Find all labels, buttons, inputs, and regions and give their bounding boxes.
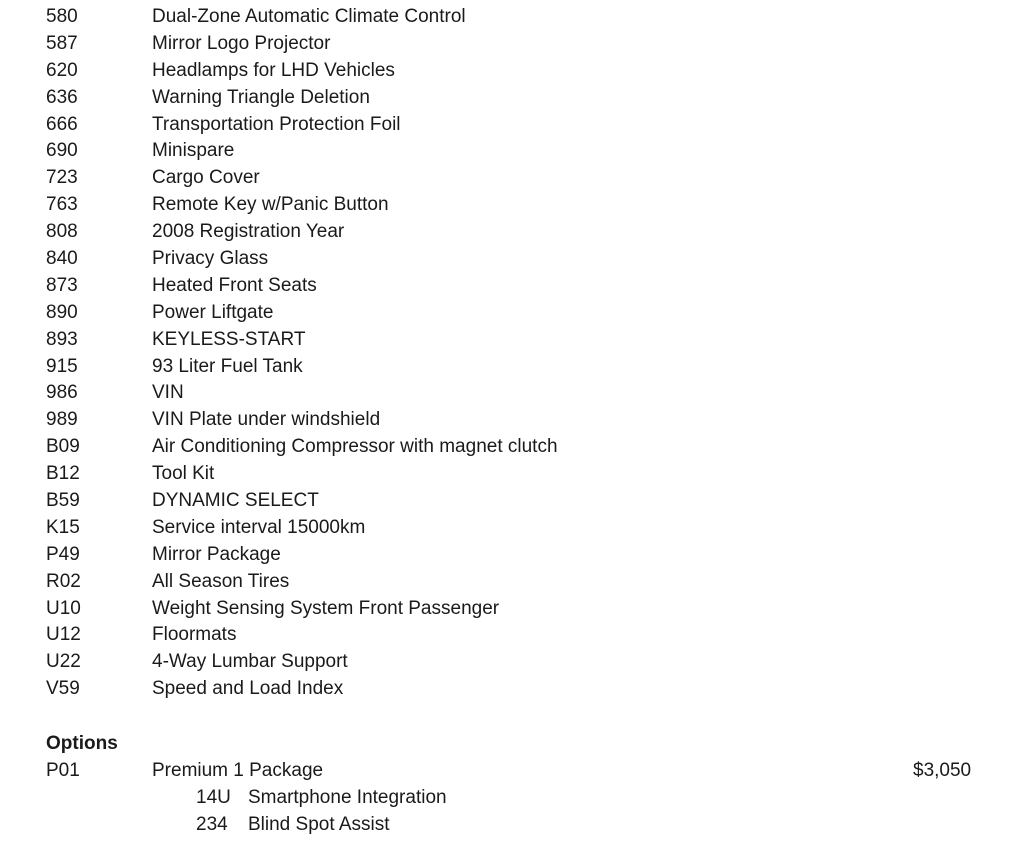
equipment-code: 580 [46, 6, 78, 27]
equipment-description: Remote Key w/Panic Button [152, 194, 389, 216]
package-item-description: Smartphone Integration [248, 786, 447, 808]
equipment-code: K15 [46, 516, 80, 538]
package-item-code: 14U [196, 786, 231, 808]
option-code: P01 [46, 760, 80, 781]
equipment-code: 873 [46, 274, 78, 296]
equipment-code: U10 [46, 597, 81, 619]
equipment-description: Heated Front Seats [152, 274, 317, 296]
equipment-row [46, 300, 1006, 327]
equipment-description: VIN [152, 382, 184, 404]
equipment-row [46, 488, 1006, 515]
equipment-row [46, 434, 1006, 461]
equipment-description: Tool Kit [152, 463, 215, 485]
equipment-description: Weight Sensing System Front Passenger [152, 597, 500, 619]
equipment-row [46, 569, 1006, 596]
equipment-row [46, 165, 1006, 192]
equipment-description: Air Conditioning Compressor with magnet clutch [152, 436, 558, 458]
equipment-row [46, 31, 1006, 58]
equipment-row [46, 327, 1006, 354]
equipment-description: KEYLESS-START [152, 328, 306, 350]
equipment-code: 893 [46, 328, 78, 350]
equipment-row [46, 138, 1006, 165]
equipment-row [46, 219, 1006, 246]
equipment-code: R02 [46, 570, 81, 592]
equipment-description: Warning Triangle Deletion [152, 86, 370, 108]
equipment-row [46, 380, 1006, 407]
equipment-code: 808 [46, 221, 78, 243]
equipment-row [46, 676, 1006, 703]
options-list [46, 758, 1006, 839]
equipment-description: 4-Way Lumbar Support [152, 651, 348, 673]
equipment-code: 890 [46, 301, 78, 323]
equipment-description: Service interval 15000km [152, 516, 366, 538]
equipment-code: B59 [46, 490, 80, 512]
equipment-code: 620 [46, 59, 78, 81]
equipment-code: 989 [46, 409, 78, 431]
equipment-description: Mirror Logo Projector [152, 32, 331, 54]
equipment-description: Speed and Load Index [152, 678, 344, 700]
equipment-description: Headlamps for LHD Vehicles [152, 59, 395, 81]
equipment-code: 666 [46, 113, 78, 135]
equipment-description: All Season Tires [152, 570, 290, 592]
equipment-row [46, 273, 1006, 300]
equipment-code: 636 [46, 86, 78, 108]
equipment-description: Transportation Protection Foil [152, 113, 401, 135]
equipment-code: 840 [46, 248, 78, 270]
equipment-description: DYNAMIC SELECT [152, 490, 319, 512]
equipment-row [46, 622, 1006, 649]
equipment-description: VIN Plate under windshield [152, 409, 381, 431]
equipment-row [46, 354, 1006, 381]
equipment-row [46, 58, 1006, 85]
equipment-code: 587 [46, 32, 78, 54]
equipment-row [46, 246, 1006, 273]
equipment-description: Minispare [152, 140, 235, 162]
options-heading: Options [46, 733, 118, 754]
equipment-code: 986 [46, 382, 78, 404]
option-description: Premium 1 Package [152, 760, 324, 781]
equipment-row [46, 85, 1006, 112]
equipment-description: 2008 Registration Year [152, 221, 345, 243]
equipment-row [46, 112, 1006, 139]
equipment-description: Privacy Glass [152, 248, 269, 270]
equipment-code: P49 [46, 543, 80, 565]
equipment-description: Cargo Cover [152, 167, 260, 189]
equipment-code: U22 [46, 651, 81, 673]
equipment-code: V59 [46, 678, 80, 700]
equipment-row [46, 4, 1006, 31]
option-price: $3,050 [913, 760, 972, 781]
package-item-row [46, 785, 1006, 812]
package-item-code: 234 [196, 813, 228, 835]
equipment-row [46, 542, 1006, 569]
equipment-code: 690 [46, 140, 78, 162]
equipment-row [46, 596, 1006, 623]
equipment-description: Floormats [152, 624, 237, 646]
equipment-code: B12 [46, 463, 80, 485]
equipment-code: B09 [46, 436, 80, 458]
option-row [46, 758, 1006, 785]
equipment-code: 723 [46, 167, 78, 189]
standard-equipment-list [46, 4, 1006, 703]
equipment-code: 915 [46, 355, 78, 377]
equipment-description: Power Liftgate [152, 301, 274, 323]
equipment-description: Dual-Zone Automatic Climate Control [152, 6, 466, 27]
equipment-description: Mirror Package [152, 543, 281, 565]
equipment-code: U12 [46, 624, 81, 646]
package-item-row [46, 812, 1006, 839]
package-item-description: Blind Spot Assist [248, 813, 390, 835]
option-package-contents [46, 785, 1006, 839]
equipment-code: 763 [46, 194, 78, 216]
equipment-row [46, 407, 1006, 434]
equipment-row [46, 649, 1006, 676]
equipment-row [46, 515, 1006, 542]
equipment-row [46, 192, 1006, 219]
equipment-row [46, 461, 1006, 488]
equipment-description: 93 Liter Fuel Tank [152, 355, 303, 377]
